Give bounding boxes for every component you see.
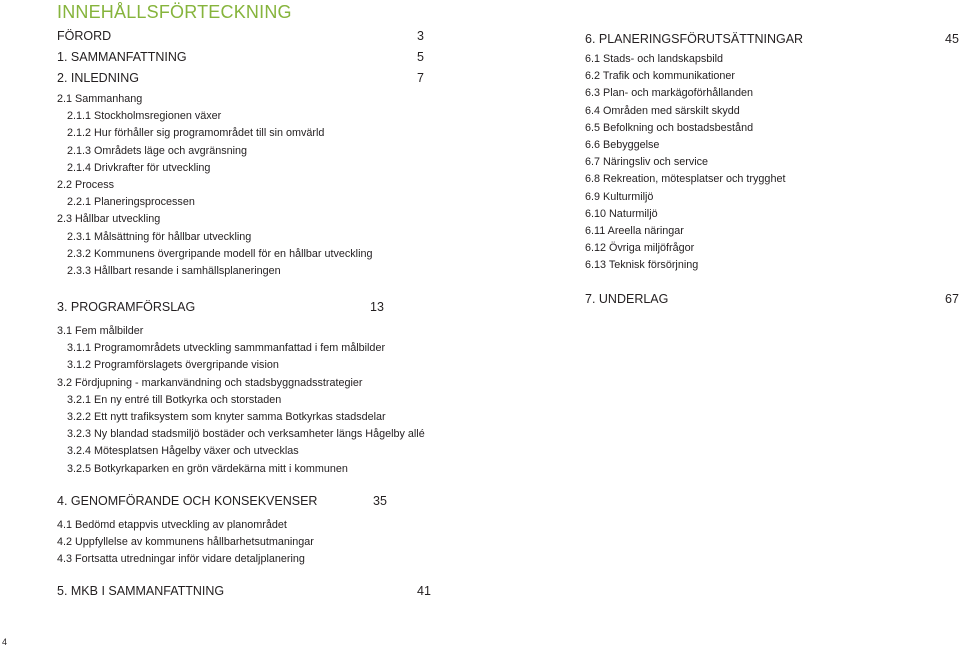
toc-page-number: 5 <box>417 50 424 64</box>
toc-entry-label: 2.1.4 Drivkrafter för utveckling <box>67 161 211 174</box>
toc-entry[interactable] <box>57 92 142 106</box>
toc-entry-label: 2.1.2 Hur förhåller sig programområdet till sin omvärld <box>67 127 325 140</box>
toc-entry[interactable] <box>67 444 299 458</box>
page-title: INNEHÅLLSFÖRTECKNING <box>57 2 292 22</box>
toc-entry-label: 2.1.1 Stockholmsregionen växer <box>67 110 222 123</box>
toc-entry-label: 4.2 Uppfyllelse av kommunens hållbarhetsutmaningar <box>57 536 314 549</box>
toc-entry[interactable] <box>57 535 314 549</box>
toc-entry-label: 1. SAMMANFATTNING <box>57 50 187 64</box>
toc-entry[interactable] <box>585 86 753 100</box>
toc-entry[interactable] <box>67 126 324 140</box>
toc-entry-label: 6.1 Stads- och landskapsbild <box>585 53 724 65</box>
toc-entry-label: 6.9 Kulturmiljö <box>585 190 654 203</box>
toc-entry[interactable] <box>57 324 143 338</box>
toc-entry[interactable] <box>585 155 708 169</box>
toc-page-number: 41 <box>417 584 431 598</box>
toc-entry-label: 3. PROGRAMFÖRSLAG <box>57 300 196 314</box>
toc-entry[interactable] <box>585 69 735 83</box>
toc-entry-label: 2.2.1 Planeringsprocessen <box>67 196 195 209</box>
toc-entry[interactable] <box>585 241 694 255</box>
toc-entry-label: FÖRORD <box>57 29 112 43</box>
toc-entry-label: 2.1 Sammanhang <box>57 93 143 105</box>
toc-heading[interactable] <box>57 29 424 43</box>
toc-entry[interactable] <box>67 462 348 476</box>
toc-entry-label: 6.12 Övriga miljöfrågor <box>585 242 695 255</box>
toc-entry-label: 4.1 Bedömd etappvis utveckling av planområdet <box>57 519 287 531</box>
toc-entry-label: 6.11 Areella näringar <box>585 225 684 237</box>
toc-entry-label: 6.2 Trafik och kommunikationer <box>585 70 736 83</box>
toc-entry-label: 3.2.2 Ett nytt trafiksystem som knyter samma Botkyrkas stadsdelar <box>67 411 386 423</box>
toc-entry[interactable] <box>67 247 373 261</box>
toc-entry[interactable] <box>585 258 698 272</box>
toc-page-number: 7 <box>417 71 424 85</box>
toc-entry[interactable] <box>67 427 425 441</box>
toc-heading[interactable] <box>585 32 959 46</box>
toc-entry-label: 6.8 Rekreation, mötesplatser och trygghet <box>585 173 786 186</box>
toc-entry-label: 6.10 Naturmiljö <box>585 207 658 220</box>
toc-entry[interactable] <box>67 109 221 123</box>
toc-entry-label: 2.1.3 Områdets läge och avgränsning <box>67 144 248 157</box>
toc-heading[interactable] <box>585 292 959 306</box>
toc-page-number: 13 <box>370 300 384 314</box>
toc-entry[interactable] <box>585 121 753 135</box>
toc-entry-label: 3.2 Fördjupning - markanvändning och stadsbyggnadsstrategier <box>57 376 363 389</box>
toc-entry-label: 6. PLANERINGSFÖRUTSÄTTNINGAR <box>585 32 804 46</box>
toc-entry-label: 3.2.3 Ny blandad stadsmiljö bostäder och verksamheter längs Hågelby allé <box>67 428 425 441</box>
toc-entry[interactable] <box>57 552 305 566</box>
toc-entry[interactable] <box>67 264 281 278</box>
toc-page-number: 45 <box>945 32 959 46</box>
toc-entry-label: 2.3.2 Kommunens övergripande modell för en hållbar utveckling <box>67 247 373 260</box>
toc-entry-label: 6.5 Befolkning och bostadsbestånd <box>585 121 754 134</box>
toc-entry-label: 7. UNDERLAG <box>585 292 669 306</box>
toc-entry[interactable] <box>67 393 281 407</box>
page-number: 4 <box>2 637 8 647</box>
toc-entry[interactable] <box>67 144 247 158</box>
toc-entry-label: 3.1.2 Programförslagets övergripande vision <box>67 359 279 372</box>
toc-entry[interactable] <box>585 52 723 66</box>
toc-entry-label: 2. INLEDNING <box>57 71 139 85</box>
toc-page-number: 3 <box>417 29 424 43</box>
toc-entry-label: 3.2.1 En ny entré till Botkyrka och storstaden <box>67 393 282 406</box>
toc-page-number: 67 <box>945 292 959 306</box>
toc-page-number: 35 <box>373 494 387 508</box>
toc-entry[interactable] <box>67 195 195 209</box>
toc-entry[interactable] <box>585 172 785 186</box>
toc-entry[interactable] <box>585 224 684 238</box>
toc-entry-label: 6.3 Plan- och markägoförhållanden <box>585 87 754 100</box>
toc-entry[interactable] <box>67 358 279 372</box>
toc-entry-label: 3.1 Fem målbilder <box>57 325 144 337</box>
toc-entry-label: 6.4 Områden med särskilt skydd <box>585 104 740 117</box>
toc-entry-label: 2.3 Hållbar utveckling <box>57 213 161 226</box>
toc-entry[interactable] <box>67 230 251 244</box>
toc-entry-label: 2.3.1 Målsättning för hållbar utveckling <box>67 230 252 243</box>
toc-entry[interactable] <box>585 207 658 221</box>
toc-heading[interactable] <box>57 71 424 85</box>
toc-heading[interactable] <box>57 584 431 598</box>
toc-entry-label: 3.1.1 Programområdets utveckling sammmanfattad i fem målbilder <box>67 342 386 355</box>
toc-entry[interactable] <box>57 178 114 192</box>
toc-entry-label: 2.2 Process <box>57 179 115 191</box>
toc-entry-label: 3.2.5 Botkyrkaparken en grön värdekärna mitt i kommunen <box>67 462 348 475</box>
toc-heading[interactable] <box>57 494 387 508</box>
toc-entry[interactable] <box>67 341 385 355</box>
toc-entry[interactable] <box>585 104 740 118</box>
toc-entry-label: 2.3.3 Hållbart resande i samhällsplaneringen <box>67 265 281 277</box>
toc-entry[interactable] <box>57 518 287 532</box>
toc-entry[interactable] <box>67 161 210 175</box>
toc-entry-label: 6.13 Teknisk försörjning <box>585 259 699 272</box>
toc-entry[interactable] <box>585 190 653 204</box>
toc-entry-label: 4.3 Fortsatta utredningar inför vidare detaljplanering <box>57 553 305 566</box>
toc-entry-label: 6.7 Näringsliv och service <box>585 156 709 169</box>
toc-entry-label: 4. GENOMFÖRANDE OCH KONSEKVENSER <box>57 494 318 508</box>
toc-entry[interactable] <box>57 212 160 226</box>
toc-entry[interactable] <box>67 410 386 424</box>
toc-heading[interactable] <box>57 50 424 64</box>
toc-entry[interactable] <box>57 376 363 390</box>
toc-entry-label: 3.2.4 Mötesplatsen Hågelby växer och utvecklas <box>67 445 299 458</box>
toc-heading[interactable] <box>57 300 384 314</box>
toc-entry-label: 5. MKB I SAMMANFATTNING <box>57 584 225 598</box>
toc-entry-label: 6.6 Bebyggelse <box>585 139 660 151</box>
toc-entry[interactable] <box>585 138 659 152</box>
